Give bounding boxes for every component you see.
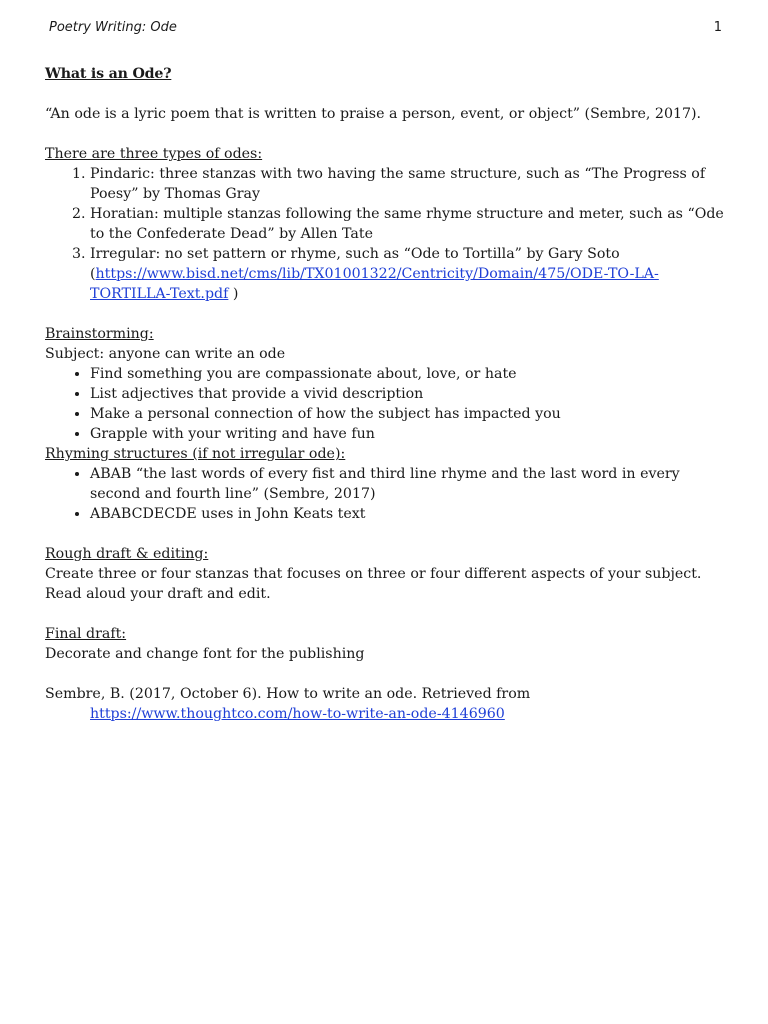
list-item: • ABAB “the last words of every fist and third line rhyme and the last word in every second and fourth line” (Sembre, 2017) (90, 464, 725, 504)
list-item: • Find something you are compassionate about, love, or hate (90, 364, 725, 384)
rough-draft-heading: Rough draft & editing: (45, 546, 209, 562)
list-item: • Make a personal connection of how the subject has impacted you (90, 404, 725, 424)
final-draft-heading: Final draft: (45, 626, 127, 642)
type-horatian: Horatian: multiple stanzas following the same rhyme structure and meter, such as “Ode to the Confederate Dead” by Allen Tate (90, 206, 724, 242)
reference-citation: Sembre, B. (2017, October 6). How to write an ode. Retrieved from (45, 686, 531, 702)
reference-link[interactable]: https://www.thoughtco.com/how-to-write-an-ode-4146960 (90, 706, 505, 722)
ode-definition: “An ode is a lyric poem that is written to praise a person, event, or object” (Sembre, 2017). (45, 106, 702, 122)
intro-heading: What is an Ode? (45, 66, 172, 82)
page-number: 1 (713, 20, 722, 35)
final-draft-text: Decorate and change font for the publishing (45, 646, 365, 662)
rhyming-heading: Rhyming structures (if not irregular ode): (45, 446, 346, 462)
list-item: • ABABCDECDE uses in John Keats text (90, 504, 725, 524)
document-body (45, 64, 725, 724)
brainstorming-heading: Brainstorming: (45, 326, 154, 342)
link-close-paren: ) (228, 286, 239, 302)
rough-draft-line-2: Read aloud your draft and edit. (45, 586, 271, 602)
list-item (90, 244, 725, 304)
rhyming-list (45, 464, 725, 524)
types-list (45, 164, 725, 304)
types-heading: There are three types of odes: (45, 146, 263, 162)
reference-url-line (45, 704, 725, 724)
type-pindaric: Pindaric: three stanzas with two having the same structure, such as “The Progress of Poesy” by Thomas Gray (90, 166, 706, 202)
link-open-paren: ( (90, 266, 96, 282)
brainstorming-list (45, 364, 725, 444)
ode-to-tortilla-link[interactable]: https://www.bisd.net/cms/lib/TX01001322/Centricity/Domain/475/ODE-TO-LA-TORTILLA-Text.pdf (90, 266, 659, 302)
rough-draft-line-1: Create three or four stanzas that focuses on three or four different aspects of your subject. (45, 566, 702, 582)
header-title: Poetry Writing: Ode (49, 20, 177, 35)
list-item (90, 204, 725, 244)
list-item (90, 164, 725, 204)
list-item: • List adjectives that provide a vivid description (90, 384, 725, 404)
type-irregular: Irregular: no set pattern or rhyme, such as “Ode to Tortilla” by Gary Soto (90, 246, 620, 262)
list-item: • Grapple with your writing and have fun (90, 424, 725, 444)
brainstorming-subject: Subject: anyone can write an ode (45, 346, 286, 362)
